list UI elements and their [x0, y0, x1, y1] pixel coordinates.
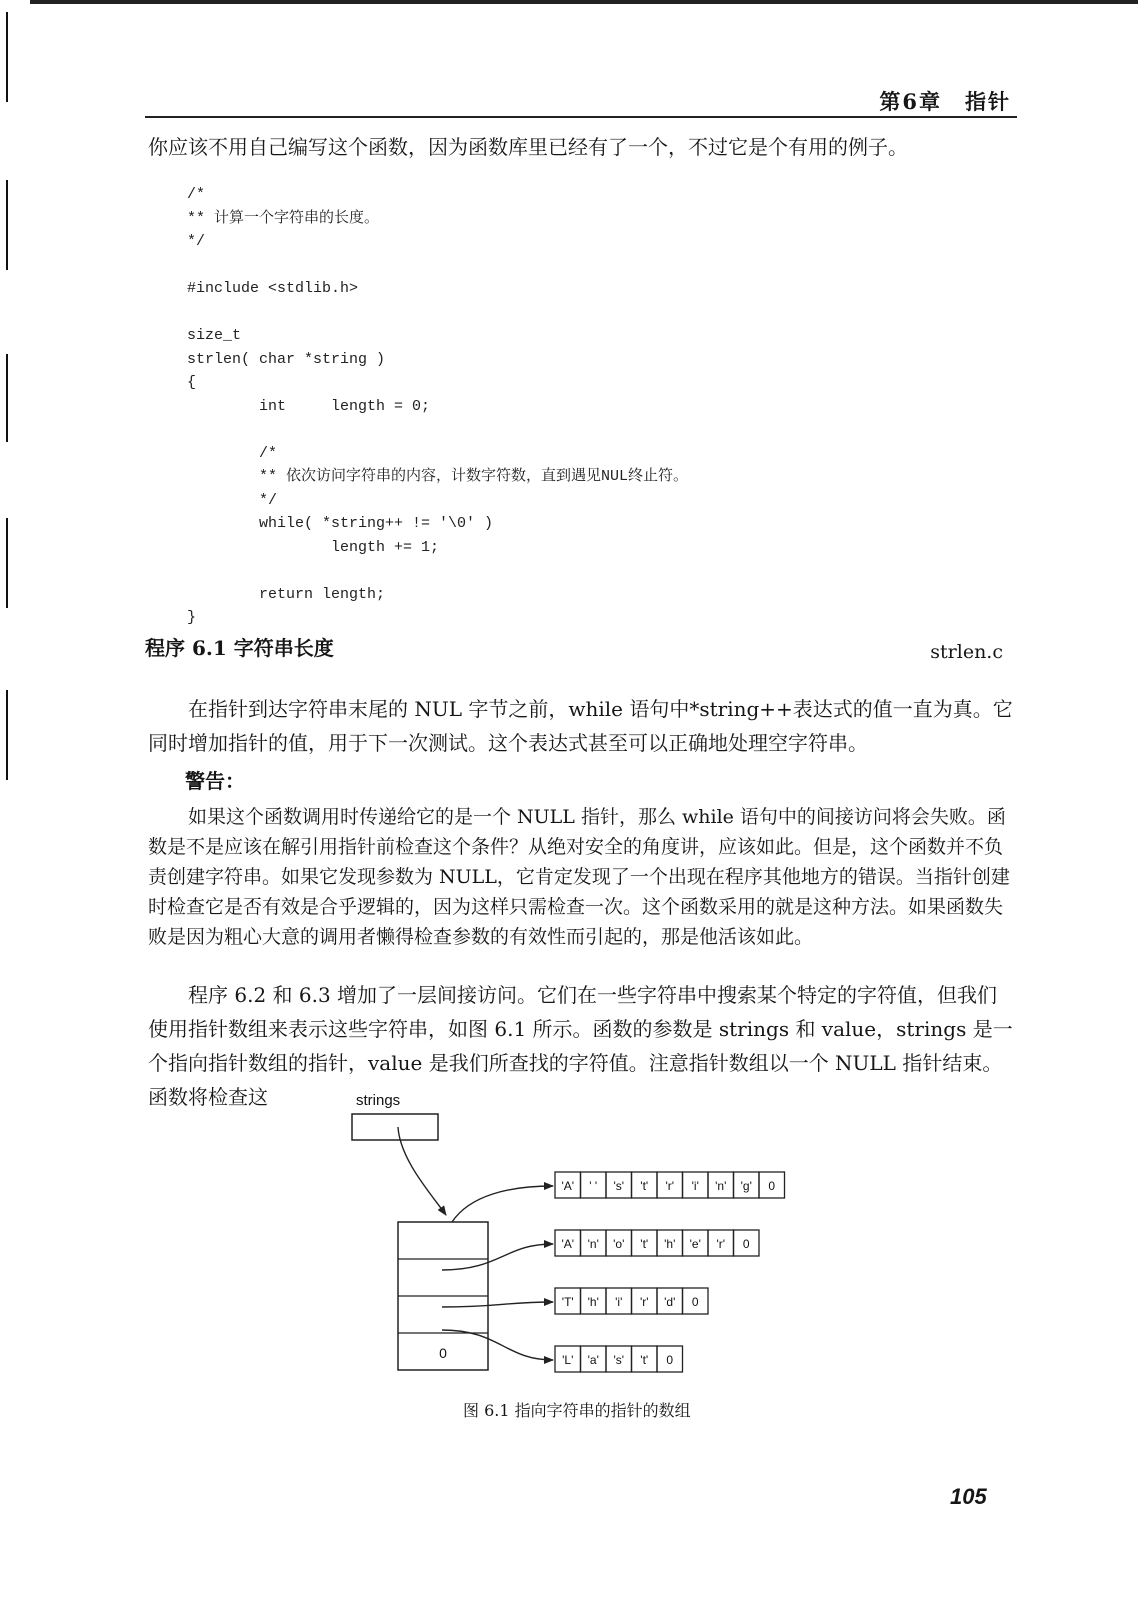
intro-paragraph: 你应该不用自己编写这个函数，因为函数库里已经有了一个，不过它是个有用的例子。: [148, 135, 908, 159]
string-pointer-arrow: [442, 1244, 553, 1270]
strings-label: strings: [356, 1092, 401, 1109]
char-cell: [555, 1288, 581, 1314]
string-pointer-arrow: [452, 1186, 553, 1222]
char-cell-value: 0: [742, 1237, 750, 1251]
char-cell: [632, 1230, 658, 1256]
char-cell-value: 'n': [715, 1179, 727, 1193]
char-cell-value: 'h': [587, 1295, 599, 1309]
code-listing: [187, 183, 688, 630]
code-line: ** 依次访问字符串的内容，计数字符数，直到遇见NUL终止符。: [187, 468, 689, 485]
scan-margin-mark: [6, 518, 8, 608]
string-pointer-arrow: [442, 1302, 553, 1307]
char-cell-value: 'r': [665, 1179, 675, 1193]
char-cell-value: 'o': [613, 1237, 625, 1251]
strings-pointer-arrow: [398, 1127, 446, 1215]
figure-caption: 图 6.1 指向字符串的指针的数组: [463, 1401, 691, 1420]
warning-text: 如果这个函数调用时传递给它的是一个 NULL 指针，那么 while 语句中的间接访问将会失败。函数是不是应该在解引用指针前检查这个条件？从绝对安全的角度讲，应该如此。但是，这个函数并不负责创建字符串。如果它发现参数为 NULL，它肯定发现了一个出现在程序其他地方的错误。当指针创建时检查它是否有效是合乎逻辑的，因为这样只需检查一次。这个函数采用的就是这种方法。如果函数失败是因为粗心大意的调用者懒得检查参数的有效性而引起的，那是他活该如此。: [148, 806, 1010, 948]
code-line: */: [187, 233, 206, 250]
scan-top-border: [30, 0, 1138, 4]
code-line: return length;: [187, 585, 386, 603]
char-cell: [734, 1172, 760, 1198]
code-line: [187, 301, 688, 325]
char-cell-value: 'i': [691, 1179, 699, 1193]
char-cell-value: 'h': [664, 1237, 676, 1251]
warning-title: 警告：: [185, 769, 245, 793]
code-line: strlen( char *string ): [187, 350, 386, 368]
char-cell: [606, 1172, 632, 1198]
char-cell-value: 't': [640, 1237, 649, 1251]
null-pointer-value: 0: [439, 1345, 447, 1361]
char-cell-value: 'n': [587, 1237, 599, 1251]
char-cell-value: 'L': [562, 1353, 574, 1367]
char-cell: [632, 1346, 658, 1372]
code-line: int length = 0;: [187, 397, 431, 415]
char-cell: [606, 1346, 632, 1372]
char-cell: [683, 1230, 709, 1256]
scan-margin-mark: [6, 690, 8, 780]
char-cell: [581, 1172, 607, 1198]
string-pointer-arrow: [442, 1330, 553, 1360]
char-cell: [683, 1288, 709, 1314]
code-line: size_t: [187, 327, 242, 344]
running-header: [145, 86, 1017, 118]
char-cell-value: 'r': [716, 1237, 726, 1251]
code-line: /*: [187, 444, 278, 462]
char-cell: [657, 1346, 683, 1372]
char-cell-value: 0: [666, 1353, 674, 1367]
code-line: [187, 559, 688, 583]
char-cell: [657, 1230, 683, 1256]
char-cell-value: 'A': [561, 1179, 575, 1193]
scan-margin-mark: [6, 354, 8, 442]
char-cell-value: 'e': [689, 1237, 701, 1251]
char-cell-value: 'A': [561, 1237, 575, 1251]
page-number: 105: [950, 1484, 987, 1509]
char-cell-value: 't': [640, 1353, 649, 1367]
code-line: while( *string++ != '\0' ): [187, 515, 494, 532]
char-cell: [734, 1230, 760, 1256]
listing-filename: strlen.c: [930, 641, 1003, 663]
char-cell: [683, 1172, 709, 1198]
char-cell-value: 's': [613, 1179, 625, 1193]
strings-variable-box: [352, 1114, 438, 1140]
char-cell-value: 0: [691, 1295, 699, 1309]
code-line: ** 计算一个字符串的长度。: [187, 209, 380, 227]
char-cell: [657, 1172, 683, 1198]
char-cell: [606, 1288, 632, 1314]
char-cell-value: 't': [640, 1179, 649, 1193]
code-line: {: [187, 374, 197, 391]
code-line: */: [187, 491, 278, 509]
char-cell: [555, 1230, 581, 1256]
char-cell: [632, 1172, 658, 1198]
chapter-title: 第6章 指针: [879, 89, 1011, 114]
char-cell-value: 'a': [587, 1353, 599, 1367]
char-cell: [632, 1288, 658, 1314]
char-cell: [581, 1346, 607, 1372]
scan-margin-mark: [6, 180, 8, 270]
pointer-array-box: [398, 1222, 488, 1370]
char-cell-value: 's': [613, 1353, 625, 1367]
body-paragraph-1: 在指针到达字符串末尾的 NUL 字节之前，while 语句中*string++表达式的值一直为真。它同时增加指针的值，用于下一次测试。这个表达式甚至可以正确地处理空字符串。: [148, 697, 1013, 755]
char-cell: [606, 1230, 632, 1256]
char-cell: [759, 1172, 785, 1198]
char-cell: [555, 1172, 581, 1198]
char-cell-value: 'g': [740, 1179, 752, 1193]
char-cell: [657, 1288, 683, 1314]
char-cell: [581, 1288, 607, 1314]
char-cell-value: 'd': [664, 1295, 676, 1309]
char-cell-value: 'i': [615, 1295, 623, 1309]
char-cell-value: 0: [768, 1179, 776, 1193]
body-paragraph-2: 程序 6.2 和 6.3 增加了一层间接访问。它们在一些字符串中搜索某个特定的字符值，但我们使用指针数组来表示这些字符串，如图 6.1 所示。函数的参数是 strings 和 value，strings 是一个指向指针数组的指针，value 是我们所查找的字符值。注意指针数组以一个 NULL 指针结束。函数将检查这: [148, 983, 1013, 1109]
scan-margin-mark: [6, 12, 8, 102]
code-line: #include <stdlib.h>: [187, 280, 359, 297]
char-cell-value: 'r': [639, 1295, 649, 1309]
code-line: }: [187, 609, 197, 626]
char-cell-value: 'T': [561, 1295, 574, 1309]
code-line: [187, 254, 688, 278]
listing-caption: 程序 6.1 字符串长度: [145, 636, 334, 660]
char-cell: [581, 1230, 607, 1256]
char-cell-value: ' ': [589, 1179, 598, 1193]
char-cell: [708, 1172, 734, 1198]
char-cell: [555, 1346, 581, 1372]
code-line: /*: [187, 186, 206, 203]
code-line: length += 1;: [187, 538, 440, 556]
code-line: [187, 418, 688, 442]
char-cell: [708, 1230, 734, 1256]
